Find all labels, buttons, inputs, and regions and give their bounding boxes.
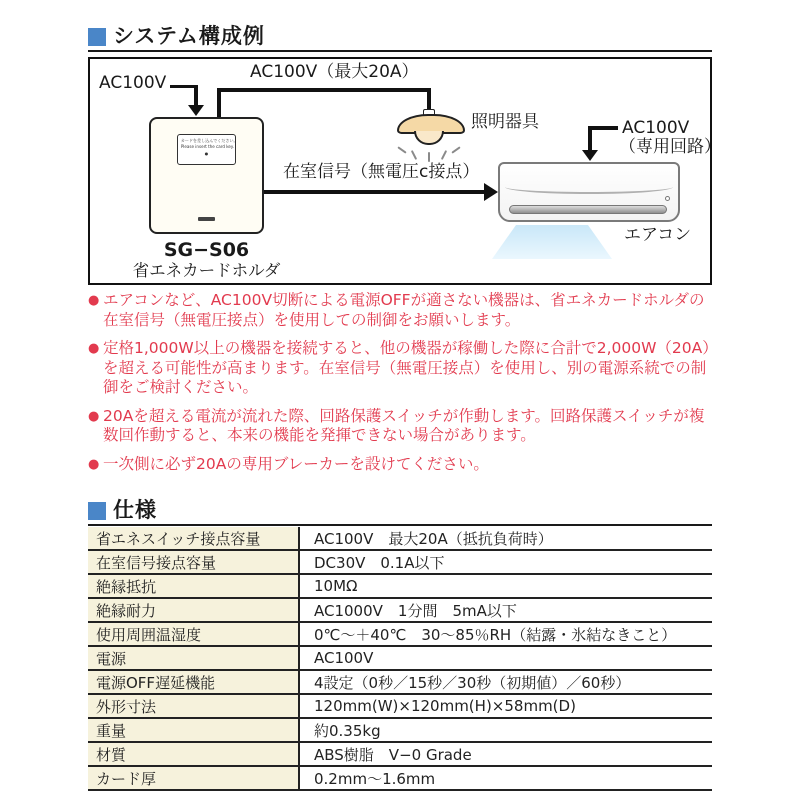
spec-label: 絶縁抵抗: [88, 574, 299, 598]
ac-airflow: [492, 225, 612, 259]
note-text: エアコンなど、AC100V切断による電源OFFが適さない機器は、省エネカードホルダの在室信号（無電圧接点）を使用しての制御をお願いします。: [103, 291, 705, 329]
device-caption: [90, 240, 323, 280]
bullet-icon: ●: [88, 293, 100, 308]
device-model-label: SG−S06: [163, 239, 250, 261]
heading-blue-square-icon: [88, 502, 106, 520]
spec-value: AC100V: [299, 646, 712, 670]
system-section-heading: [88, 26, 712, 52]
aircon-label: エアコン: [624, 225, 692, 245]
ac100v-left-connector-line: [170, 85, 197, 88]
table-row: [88, 694, 712, 718]
spec-label: 電源: [88, 646, 299, 670]
ac100v-left-label: AC100V: [99, 73, 167, 93]
room-signal-label: 在室信号（無電圧c接点）: [283, 162, 480, 182]
note-text: 定格1,000W以上の機器を接続すると、他の機器が稼働した際に合計で2,000W（20A）を超える可能性が高まります。在室信号（無電圧接点）を使用し、別の電源系統での制御をご検討ください。: [103, 339, 710, 396]
note-item: [88, 455, 714, 475]
spec-value: AC100V 最大20A（抵抗負荷時）: [299, 527, 712, 550]
panel-message-ja: カードを差し込んでください。: [180, 139, 238, 144]
spec-label: 在室信号接点容量: [88, 550, 299, 574]
bullet-icon: ●: [88, 408, 100, 424]
power-line-vertical-left: [217, 88, 221, 117]
lamp-bulb-icon: [414, 131, 444, 145]
arrow-down-icon: [582, 150, 598, 161]
spec-label: 省エネスイッチ接点容量: [88, 527, 299, 550]
ac-indicator: [665, 196, 670, 201]
spec-label: 使用周囲温湿度: [88, 622, 299, 646]
note-item: [88, 407, 714, 446]
spec-label: 材質: [88, 742, 299, 766]
spec-value: 約0.35kg: [299, 718, 712, 742]
caution-notes: [88, 291, 714, 483]
table-row: [88, 574, 712, 598]
card-holder-device: [149, 117, 264, 234]
brand-logo: [198, 217, 215, 221]
spec-label: 外形寸法: [88, 694, 299, 718]
ac-seam: [505, 180, 672, 194]
table-row: [88, 766, 712, 790]
spec-value: DC30V 0.1A以下: [299, 550, 712, 574]
arrow-right-icon: [484, 183, 498, 201]
note-text: 一次側に必ず20Aの専用ブレーカーを設けてください。: [103, 454, 489, 473]
spec-value: 0℃〜＋40℃ 30〜85％RH（結露・氷結なきこと）: [299, 622, 712, 646]
dedicated-line-vertical: [588, 126, 592, 151]
spec-label: カード厚: [88, 766, 299, 790]
table-row: [88, 598, 712, 622]
spec-value: 0.2mm〜1.6mm: [299, 766, 712, 790]
light-ray-icon: [428, 152, 430, 162]
card-slot-panel: [177, 134, 236, 165]
system-section-title: システム構成例: [113, 24, 265, 48]
spec-value: ABS樹脂 V−0 Grade: [299, 742, 712, 766]
table-row: [88, 622, 712, 646]
spec-value: AC1000V 1分間 5mA以下: [299, 598, 712, 622]
power-line-horizontal: [217, 88, 431, 92]
spec-label: 電源OFF遅延機能: [88, 670, 299, 694]
panel-message-en: Please insert the card key.: [180, 145, 235, 150]
spec-label: 重量: [88, 718, 299, 742]
bullet-icon: ●: [88, 456, 100, 472]
spec-value: 4設定（0秒／15秒／30秒（初期値）／60秒）: [299, 670, 712, 694]
bullet-icon: ●: [88, 341, 100, 356]
device-name-label: 省エネカードホルダ: [132, 261, 281, 280]
light-fixture-label: 照明器具: [471, 112, 539, 132]
table-row: [88, 646, 712, 670]
ac-vent: [509, 205, 667, 214]
note-item: [88, 339, 714, 398]
ac100v-left-arrow-shaft: [194, 85, 198, 106]
system-diagram: [88, 57, 721, 285]
ac100v-max-label: AC100V（最大20A）: [250, 62, 419, 82]
dedicated-line-horizontal: [590, 126, 618, 130]
heading-blue-square-icon: [88, 28, 106, 46]
panel-dot: ●: [204, 151, 209, 156]
table-row: [88, 742, 712, 766]
table-row: [88, 670, 712, 694]
light-ray-icon: [451, 146, 460, 153]
air-conditioner-unit: [498, 162, 680, 222]
table-row: [88, 527, 712, 550]
note-text: 20Aを超える電流が流れた際、回路保護スイッチが作動します。回路保護スイッチが複数回作動すると、本来の機能を発揮できない場合があります。: [103, 406, 705, 444]
signal-line: [264, 190, 486, 194]
table-row: [88, 718, 712, 742]
table-row: [88, 550, 712, 574]
light-ray-icon: [397, 146, 406, 153]
light-ray-icon: [441, 150, 447, 160]
spec-table: [88, 527, 712, 791]
light-ray-icon: [411, 150, 417, 160]
spec-value: 10MΩ: [299, 574, 712, 598]
spec-label: 絶縁耐力: [88, 598, 299, 622]
spec-section-heading: [88, 500, 712, 526]
spec-section-title: 仕様: [113, 498, 157, 522]
power-line-vertical-right: [427, 88, 431, 111]
ac100v-dedicated-label-line1: AC100V: [622, 118, 690, 138]
arrow-down-icon: [188, 105, 204, 116]
note-item: [88, 291, 714, 330]
spec-value: 120mm(W)×120mm(H)×58mm(D): [299, 694, 712, 718]
ac100v-dedicated-label-line2: （専用回路）: [619, 137, 721, 157]
